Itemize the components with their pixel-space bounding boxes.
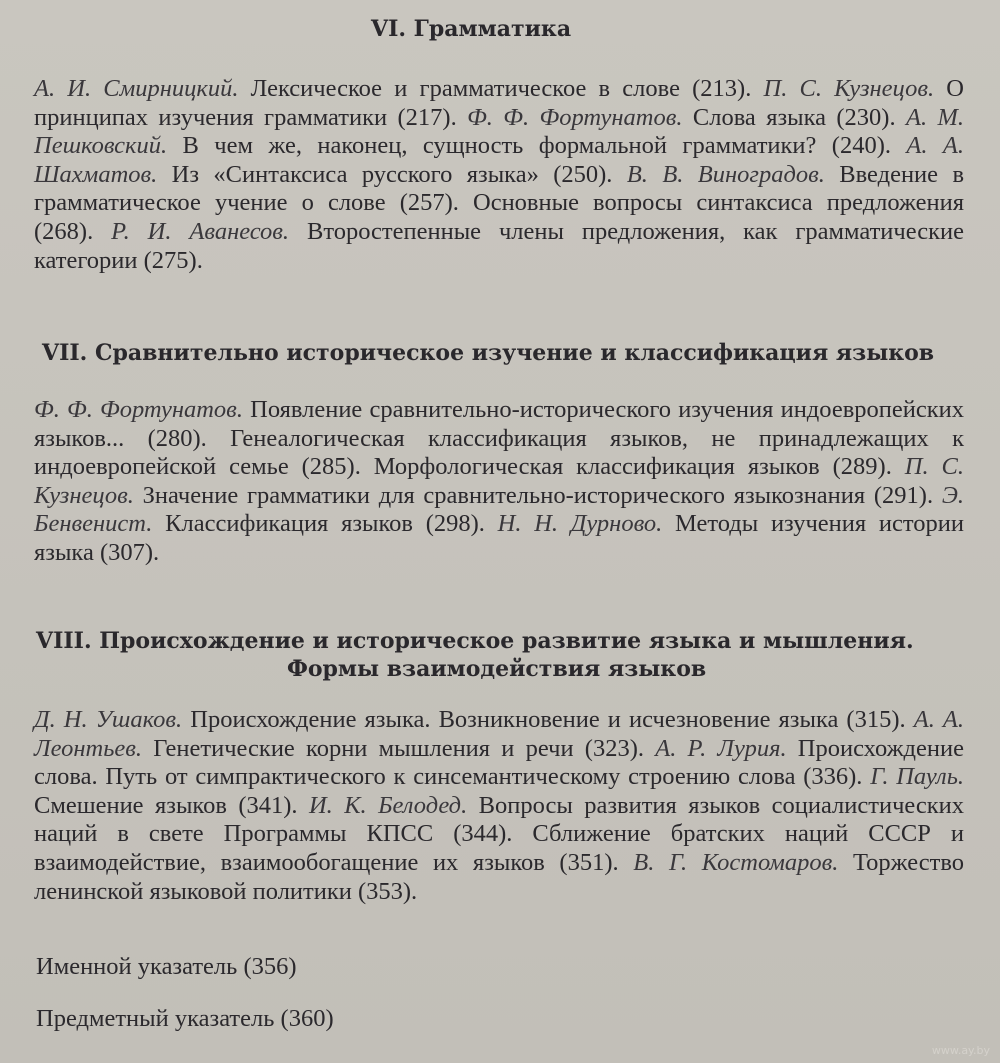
author-name: В. В. Виноградов. <box>626 160 825 188</box>
work-title: Второстепенные члены предложения, как грамматические категории (275). <box>34 217 964 274</box>
work-title: Методы изучения истории языка (307). <box>34 510 964 566</box>
author-name: Д. Н. Ушаков. <box>34 706 183 733</box>
section-6-text <box>34 75 964 275</box>
work-title: Значение грамматики для сравнительно-исторического языкознания (291). <box>133 481 942 509</box>
author-name: П. С. Кузнецов. <box>763 75 935 102</box>
author-name: Р. И. Аванесов. <box>111 217 290 245</box>
work-title: Из «Синтаксиса русского языка» (250). <box>157 160 627 188</box>
work-title: Слова языка (230). <box>682 103 906 131</box>
author-name: А. И. Смирницкий. <box>34 75 239 102</box>
author-name: Ф. Ф. Фортунатов. <box>467 103 683 131</box>
work-title: Происхождение слова. Путь от симпрактического к синсемантическому строению слова (336). <box>34 734 964 791</box>
work-title: О принципах изучения грамматики (217). <box>34 75 964 131</box>
section-8-text <box>34 706 964 906</box>
work-title: Введение в грамматическое учение о слове (257). Основные вопросы синтаксиса предложения (268). <box>34 160 965 245</box>
subject-index-entry: Предметный указатель (360) <box>36 1005 334 1032</box>
work-title: Классификация языков (298). <box>152 510 498 538</box>
author-name: Н. Н. Дурново. <box>497 510 663 538</box>
section-8-heading-line2: Формы взаимодействия языков <box>287 656 707 682</box>
work-title: Торжество ленинской языковой политики (353). <box>34 848 964 905</box>
author-name: В. Г. Костомаров. <box>633 848 839 876</box>
work-title: Происхождение языка. Возникновение и исчезновение языка (315). <box>182 706 914 733</box>
section-8-heading: VIII. Происхождение и историческое развитие языка и мышления. <box>36 628 914 654</box>
work-title: Появление сравнительно-исторического изучения индоевропейских языков... (280). Генеалогическая классификация языков, не принадлежащих к индоевропейской семье (285). Морфологическая классификация языков (289). <box>34 396 964 481</box>
author-name: Г. Пауль. <box>870 763 965 791</box>
author-name: А. М. Пешковский. <box>34 103 964 160</box>
work-title: Смешение языков (341). <box>34 791 309 819</box>
name-index-entry: Именной указатель (356) <box>36 953 297 980</box>
author-name: П. С. Кузнецов. <box>34 453 964 509</box>
work-title: Лексическое и грамматическое в слове (213). <box>238 75 764 102</box>
author-name: А. А. Леонтьев. <box>34 706 965 762</box>
author-name: И. К. Белодед. <box>308 791 468 819</box>
author-name: А. А. Шахматов. <box>34 132 964 188</box>
author-name: А. Р. Лурия. <box>655 734 787 762</box>
author-name: Э. Бенвенист. <box>34 481 964 538</box>
work-title: В чем же, наконец, сущность формальной грамматики? (240). <box>167 132 907 160</box>
section-7-text <box>34 396 964 568</box>
watermark: www.ay.by <box>931 1044 990 1057</box>
author-name: Ф. Ф. Фортунатов. <box>34 396 243 423</box>
section-7-heading: VII. Сравнительно историческое изучение и классификация языков <box>42 340 935 366</box>
work-title: Вопросы развития языков социалистических наций в свете Программы КПСС (344). Сближение братских наций СССР и взаимодействие, взаимообогащение их языков (351). <box>34 791 965 876</box>
section-6-heading: VI. Грамматика <box>371 16 572 42</box>
work-title: Генетические корни мышления и речи (323). <box>142 734 656 762</box>
